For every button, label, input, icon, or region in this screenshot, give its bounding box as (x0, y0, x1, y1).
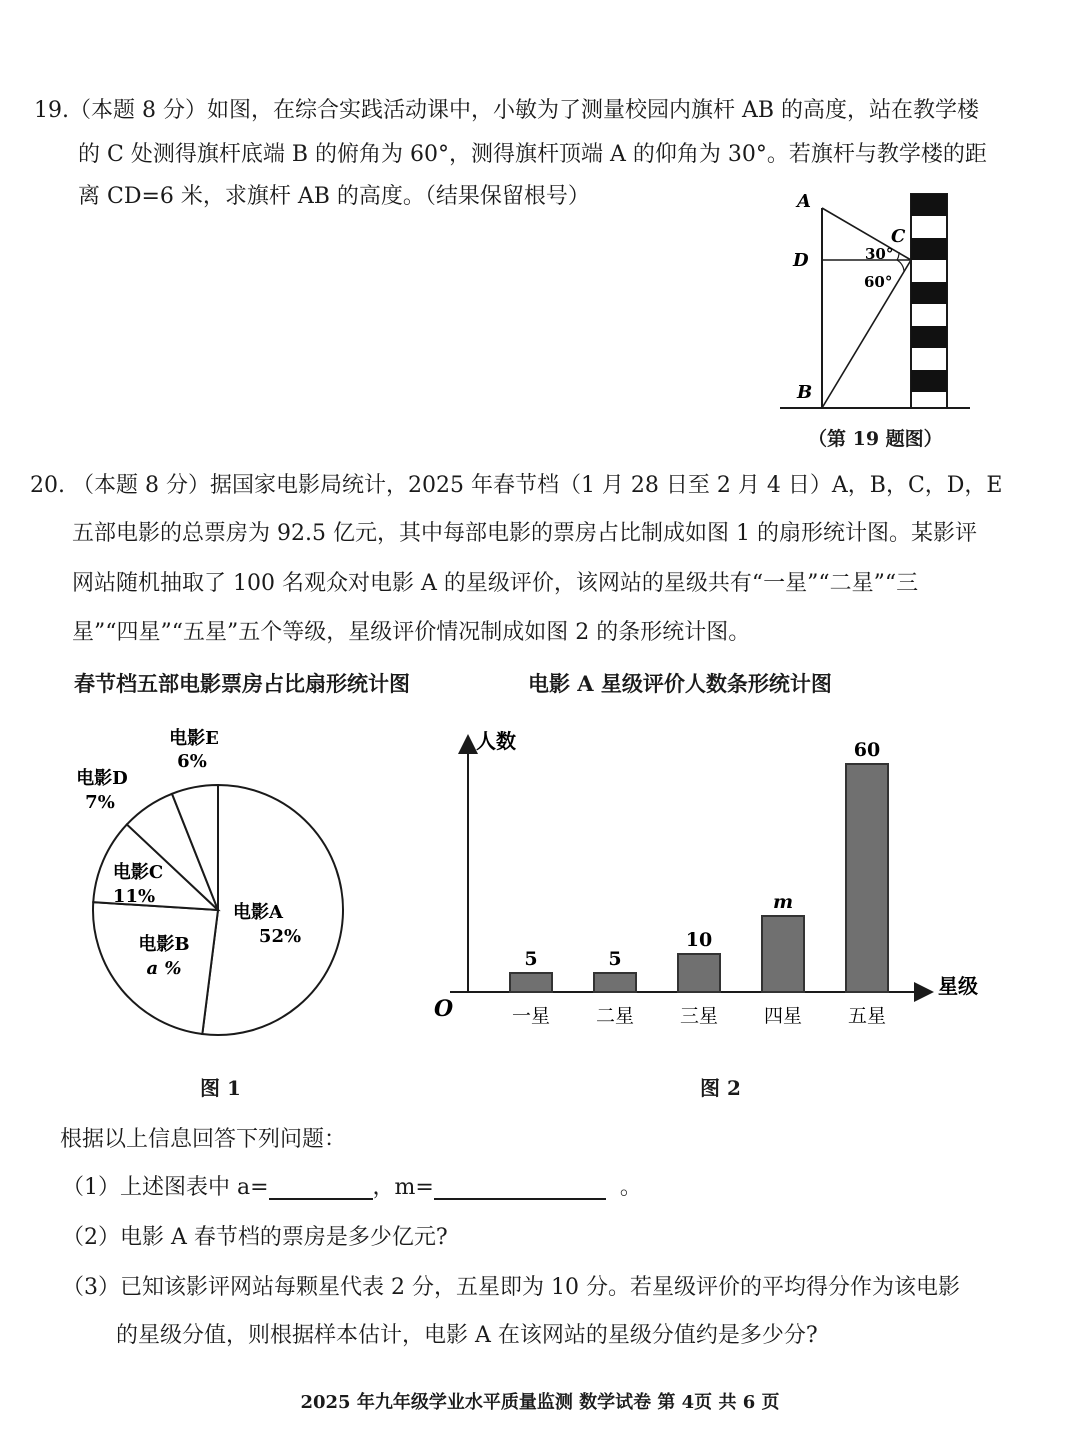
bar-value-label-1: 5 (608, 948, 622, 970)
pie-label-b-name: 电影B (138, 934, 190, 955)
bar-3 (762, 916, 804, 992)
pie-label-d-name: 电影D (76, 768, 128, 789)
pie-label-a-value: 52% (258, 926, 302, 947)
bar-1 (594, 973, 636, 992)
bar-value-label-3: m (772, 891, 794, 913)
origin-label: O (434, 996, 454, 1022)
q20-line-3: 网站随机抽取了 100 名观众对电影 A 的星级评价，该网站的星级共有“一星”“二星”“三 (72, 571, 919, 596)
pie-label-c-name: 电影C (112, 862, 164, 883)
pie-label-e-value: 6% (177, 751, 207, 772)
q19-line-3: 离 CD=6 米，求旗杆 AB 的高度。（结果保留根号） (78, 184, 590, 209)
angle-mark (897, 260, 904, 272)
y-axis-label: 人数 (476, 729, 516, 753)
bar-value-label-2: 10 (685, 929, 713, 951)
pie-label-d-value: 7% (85, 792, 115, 813)
q20-sub1-end: 。 (619, 1175, 642, 1200)
q19-line-2: 的 C 处测得旗杆底端 B 的俯角为 60°，测得旗杆顶端 A 的仰角为 30°。若旗杆与教学楼的距 (78, 142, 987, 167)
q20-line-1: 20. （本题 8 分）据国家电影局统计，2025 年春节档（1 月 28 日至 2 月 4 日）A，B，C，D，E (30, 473, 1003, 498)
pie-label-a-name: 电影A (233, 902, 283, 923)
q20-sub3-line-1: （3）已知该影评网站每颗星代表 2 分，五星即为 10 分。若星级评价的平均得分作为该电影 (62, 1275, 960, 1300)
q20-sub3-line-2: 的星级分值，则根据样本估计，电影 A 在该网站的星级分值约是多少分? (116, 1323, 818, 1348)
questions-intro: 根据以上信息回答下列问题： (60, 1127, 347, 1152)
x-axis-label: 星级 (938, 974, 978, 998)
pie-chart (60, 700, 400, 1060)
angle-60: 60° (864, 273, 893, 291)
q20-sub1-mid: ，m= (372, 1175, 434, 1200)
q20-line-2: 五部电影的总票房为 92.5 亿元，其中每部电影的票房占比制成如图 1 的扇形统计图。某影评 (72, 521, 977, 546)
pie-label-e-name: 电影E (169, 728, 219, 749)
page-footer: 2025 年九年级学业水平质量监测 数学试卷 第 4页 共 6 页 (300, 1392, 780, 1413)
q19-caption: （第 19 题图） (808, 428, 943, 450)
pie-label-b-value: a % (146, 958, 182, 979)
q20-sub1 (62, 1172, 642, 1204)
category-label-2: 三星 (679, 1005, 719, 1027)
q20-line-4: 星”“四星”“五星”五个等级，星级评价情况制成如图 2 的条形统计图。 (72, 620, 751, 645)
bar-chart (420, 720, 1000, 1040)
category-label-4: 五星 (847, 1005, 887, 1027)
label-c: C (891, 226, 906, 247)
label-b: B (797, 382, 813, 403)
q19-figure (775, 180, 975, 460)
answer-m-blank[interactable] (434, 1176, 606, 1200)
category-label-3: 四星 (763, 1005, 803, 1027)
bar-caption: 图 2 (700, 1076, 741, 1100)
pie-caption: 图 1 (200, 1076, 241, 1100)
bar-4 (846, 764, 888, 992)
bar-value-label-0: 5 (524, 948, 538, 970)
bar-2 (678, 954, 720, 992)
label-d: D (793, 250, 809, 271)
bar-value-label-4: 60 (853, 739, 881, 761)
label-a: A (797, 191, 811, 212)
bar-0 (510, 973, 552, 992)
answer-a-blank[interactable] (269, 1176, 373, 1200)
pie-label-c-value: 11% (112, 886, 156, 907)
category-label-0: 一星 (511, 1005, 551, 1027)
bar-chart-title: 电影 A 星级评价人数条形统计图 (528, 671, 832, 696)
q19-line-1: 19.（本题 8 分）如图，在综合实践活动课中，小敏为了测量校园内旗杆 AB 的高度，站在教学楼 (34, 98, 980, 123)
q20-sub2: （2）电影 A 春节档的票房是多少亿元? (62, 1225, 448, 1250)
angle-30: 30° (865, 245, 894, 263)
pie-chart-title: 春节档五部电影票房占比扇形统计图 (74, 671, 410, 696)
category-label-1: 二星 (595, 1005, 635, 1027)
q20-sub1-prefix: （1）上述图表中 a= (62, 1175, 269, 1200)
